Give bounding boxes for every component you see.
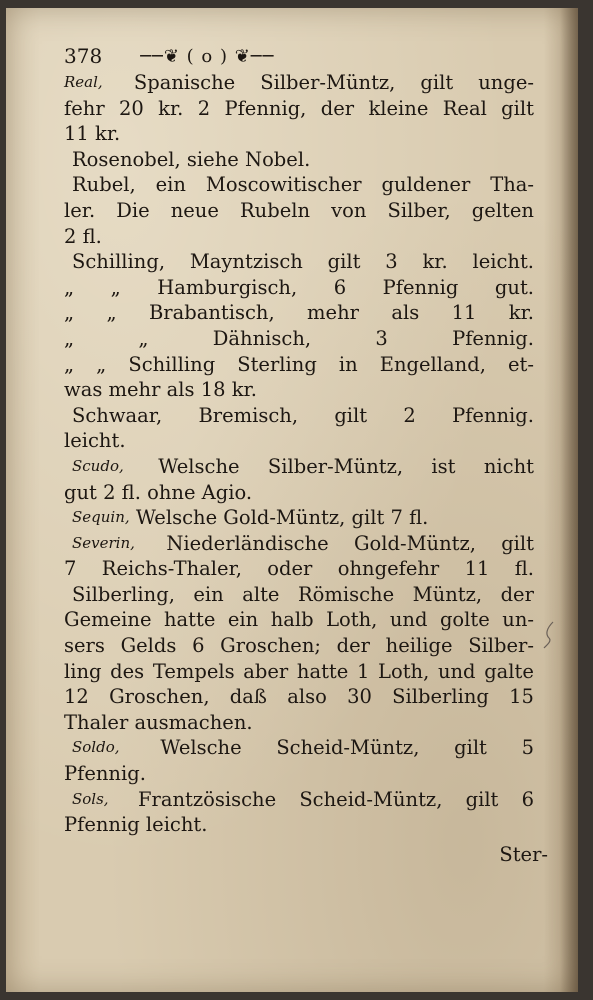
- text-line: [64, 121, 534, 147]
- word: gilt: [501, 96, 534, 120]
- word: Rubeln: [239, 198, 311, 222]
- page-gutter-shadow: [560, 8, 578, 992]
- word: Rubel,: [72, 173, 136, 197]
- word: fehr: [64, 96, 105, 120]
- word: Spanische: [127, 71, 236, 94]
- word: und: [437, 659, 476, 683]
- word: „: [64, 275, 75, 299]
- text-line: [64, 531, 534, 557]
- text-line: [64, 147, 534, 173]
- text-line: [64, 684, 534, 710]
- word: 2: [403, 403, 416, 427]
- word: Silber-Müntz,: [267, 454, 404, 478]
- word: Groschen,: [109, 685, 210, 709]
- word: hatte: [163, 608, 216, 632]
- text-line: [64, 300, 534, 326]
- word: Scheid-Müntz,: [299, 787, 443, 811]
- word: Schilling: [128, 352, 216, 376]
- word: Silberling: [392, 685, 489, 709]
- word: ohngefehr: [337, 557, 440, 581]
- word: Welsche: [154, 736, 242, 760]
- word: ein: [227, 608, 259, 632]
- line-text: was mehr als 18 kr.: [64, 378, 257, 402]
- word: Pfennig.: [452, 326, 534, 350]
- word: ist: [431, 454, 456, 478]
- entry-head: Sols,: [72, 789, 109, 808]
- book-page: [6, 8, 578, 992]
- word: Brabantisch,: [148, 301, 275, 325]
- word: „: [64, 352, 75, 376]
- word: der: [500, 582, 534, 606]
- line-text: Thaler ausmachen.: [64, 710, 253, 734]
- word: „: [64, 326, 75, 350]
- word: kr.: [508, 301, 534, 325]
- word: Gelds: [120, 634, 177, 658]
- word: 1: [356, 659, 370, 683]
- text-line: [64, 352, 534, 378]
- word: gilt: [334, 403, 368, 427]
- word: der: [336, 634, 370, 658]
- line-text: Pfennig.: [64, 762, 146, 786]
- catchword: Ster-: [499, 843, 548, 866]
- word: et-: [507, 352, 534, 376]
- word: ein: [155, 173, 186, 197]
- word: Real: [442, 96, 487, 120]
- word: ein: [193, 582, 224, 606]
- word: Silberling,: [72, 582, 175, 606]
- word: Pfennig: [382, 275, 459, 299]
- word: 6: [333, 275, 347, 299]
- word: guldener: [381, 173, 471, 197]
- text-line: [64, 582, 534, 608]
- word: der: [320, 96, 355, 120]
- word: 3: [375, 326, 388, 350]
- word: 15: [509, 685, 534, 709]
- running-header: [64, 40, 534, 74]
- word: Dähnisch,: [212, 326, 312, 350]
- line-text: Welsche Gold-Müntz, gilt 7 fl.: [129, 506, 429, 530]
- text-line: [64, 70, 534, 96]
- word: 30: [347, 685, 372, 709]
- word: von: [331, 198, 367, 222]
- entry-head: Real,: [64, 73, 103, 91]
- word: mehr: [307, 301, 359, 325]
- word: nicht: [483, 454, 534, 478]
- pencil-mark-icon: [541, 620, 559, 650]
- word: fl.: [514, 557, 534, 581]
- word: gelten: [471, 198, 534, 222]
- word: 3: [385, 250, 398, 274]
- text-line: [64, 172, 534, 198]
- word: „: [106, 301, 117, 325]
- line-text: gut 2 fl. ohne Agio.: [64, 480, 253, 504]
- word: Schilling,: [72, 250, 166, 274]
- text-line: [64, 275, 534, 301]
- page-text: [64, 40, 534, 838]
- line-text: 2 fl.: [64, 224, 102, 248]
- word: Moscowitischer: [205, 173, 362, 197]
- word: gilt: [327, 250, 361, 274]
- word: „: [64, 301, 75, 325]
- word: Mayntzisch: [189, 250, 303, 274]
- line-text: Pfennig leicht.: [64, 813, 208, 837]
- word: „: [96, 352, 107, 376]
- word: „: [110, 275, 121, 299]
- entry-head: Scudo,: [72, 456, 124, 475]
- word: ling: [64, 659, 102, 683]
- word: unge-: [478, 71, 534, 94]
- word: Römische: [297, 582, 395, 606]
- entry-head: Soldo,: [72, 738, 120, 757]
- word: un-: [502, 608, 534, 632]
- word: und: [389, 608, 428, 632]
- text-line: [64, 428, 534, 454]
- word: 5: [521, 736, 534, 760]
- text-line: [64, 454, 534, 480]
- word: kleine: [368, 96, 429, 120]
- word: alte: [242, 582, 280, 606]
- text-line: [64, 607, 534, 633]
- entry-head: Severin,: [72, 533, 135, 552]
- word: Hamburgisch,: [157, 275, 298, 299]
- word: 6: [521, 787, 534, 811]
- text-line: [64, 249, 534, 275]
- word: aber: [243, 659, 289, 683]
- word: also: [287, 685, 327, 709]
- word: Loth,: [326, 608, 378, 632]
- text-line: [64, 659, 534, 685]
- word: 11: [464, 557, 490, 581]
- word: kr.: [158, 96, 184, 120]
- word: in: [338, 352, 358, 376]
- word: 2: [197, 96, 211, 120]
- entry-head: Sequin,: [72, 508, 130, 527]
- word: Scheid-Müntz,: [276, 736, 420, 760]
- word: Tha-: [490, 173, 534, 197]
- word: Reichs-Thaler,: [101, 557, 242, 581]
- text-line: [64, 710, 534, 736]
- line-text: 11 kr.: [64, 122, 121, 146]
- word: Silber,: [387, 198, 451, 222]
- word: Silber-Müntz,: [260, 71, 396, 94]
- word: Tempels: [152, 659, 235, 683]
- word: Gemeine: [64, 608, 152, 632]
- word: 20: [118, 96, 144, 120]
- text-line: [64, 735, 534, 761]
- word: kr.: [422, 250, 448, 274]
- word: gilt: [501, 531, 534, 555]
- word: Niederländische: [160, 531, 329, 555]
- text-line: [64, 224, 534, 250]
- text-line: [64, 326, 534, 352]
- text-line: [64, 480, 534, 506]
- text-line: [64, 505, 534, 531]
- word: gilt: [420, 71, 454, 94]
- word: 7: [64, 557, 77, 581]
- word: Pfennig,: [224, 96, 307, 120]
- word: neue: [170, 198, 219, 222]
- word: Silber-: [468, 634, 534, 658]
- word: oder: [267, 557, 313, 581]
- word: gilt: [465, 787, 499, 811]
- text-line: [64, 198, 534, 224]
- text-line: [64, 556, 534, 582]
- word: halb: [270, 608, 314, 632]
- word: Bremisch,: [198, 403, 299, 427]
- word: Sterling: [237, 352, 317, 376]
- word: 11: [451, 301, 477, 325]
- page-number: 378: [64, 44, 103, 69]
- text-line: [64, 761, 534, 787]
- word: hatte: [296, 659, 349, 683]
- word: Frantzösische: [131, 787, 277, 811]
- word: golte: [439, 608, 490, 632]
- word: 6: [192, 634, 205, 658]
- word: Groschen;: [220, 634, 321, 658]
- word: Die: [116, 198, 150, 222]
- text-line: [64, 633, 534, 659]
- word: ler.: [64, 198, 96, 222]
- text-line: [64, 96, 534, 122]
- word: Gold-Müntz,: [353, 531, 476, 555]
- word: Müntz,: [412, 582, 483, 606]
- text-line: [64, 787, 534, 813]
- word: Welsche: [152, 454, 240, 478]
- line-text: leicht.: [64, 429, 126, 453]
- word: sers: [64, 634, 105, 658]
- word: des: [110, 659, 145, 683]
- word: Engelland,: [379, 352, 486, 376]
- word: 12: [64, 685, 89, 709]
- word: galte: [484, 659, 534, 683]
- text-line: [64, 377, 534, 403]
- text-line: [64, 403, 534, 429]
- text-line: [64, 812, 534, 838]
- word: gut.: [494, 275, 534, 299]
- word: heilige: [385, 634, 453, 658]
- word: Loth,: [378, 659, 430, 683]
- line-text: Rosenobel, siehe Nobel.: [72, 147, 311, 171]
- word: „: [138, 326, 149, 350]
- word: gilt: [454, 736, 487, 760]
- text-lines: [64, 70, 534, 838]
- word: daß: [229, 685, 267, 709]
- word: Schwaar,: [72, 403, 163, 427]
- word: leicht.: [472, 250, 534, 274]
- word: Pfennig.: [452, 403, 534, 427]
- word: als: [391, 301, 420, 325]
- header-ornament: ──❦ ( o ) ❦──: [140, 46, 275, 68]
